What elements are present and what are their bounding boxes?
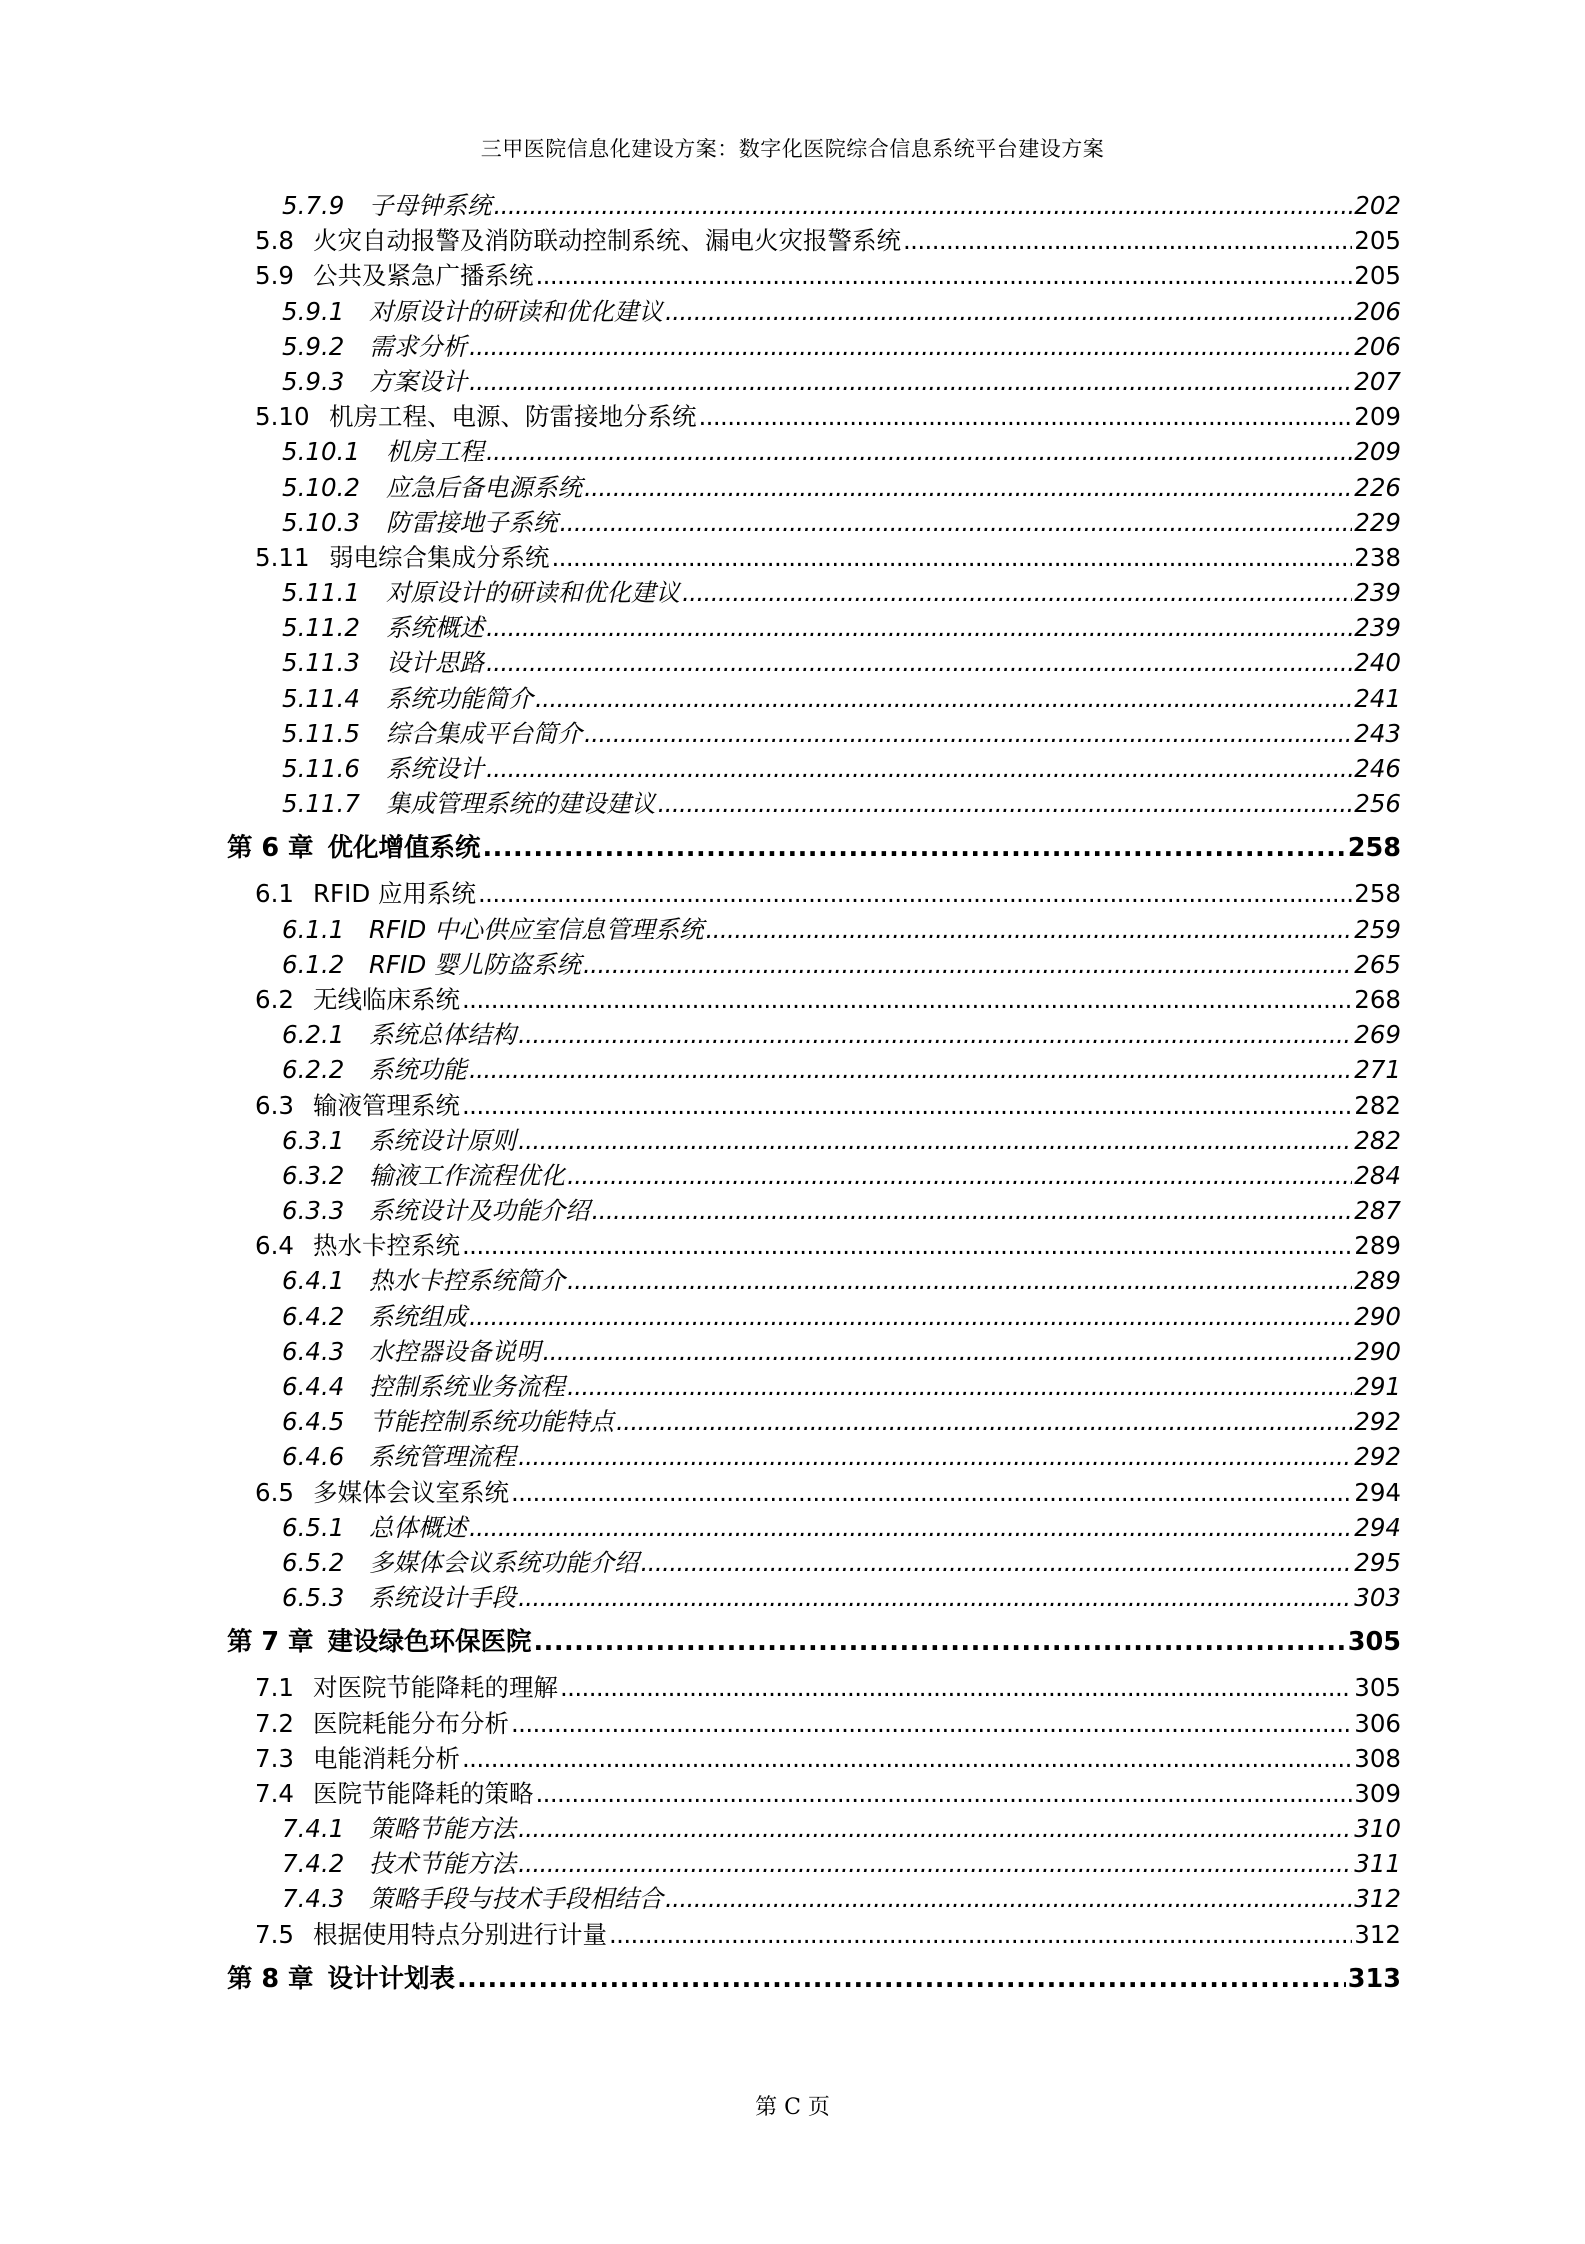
- toc-dot-leader: [511, 1475, 1352, 1510]
- toc-entry[interactable]: [227, 1846, 1401, 1881]
- toc-entry-page-number: 238: [1354, 542, 1401, 572]
- toc-entry-page-number: 205: [1354, 261, 1401, 291]
- toc-entry[interactable]: [227, 1263, 1401, 1298]
- toc-entry-number: 5.11.7: [282, 789, 360, 819]
- toc-dot-leader: [469, 329, 1352, 364]
- toc-dot-leader: [483, 823, 1346, 874]
- toc-dot-leader: [462, 982, 1352, 1017]
- toc-dot-leader: [462, 1741, 1352, 1776]
- toc-entry-page-number: 282: [1354, 1125, 1401, 1155]
- toc-entry[interactable]: [227, 1123, 1401, 1158]
- toc-entry-page-number: 271: [1354, 1055, 1401, 1085]
- toc-entry[interactable]: [227, 1510, 1401, 1545]
- toc-entry-number: 6.3.1: [282, 1125, 345, 1155]
- toc-dot-leader: [609, 1917, 1352, 1952]
- toc-entry-page-number: 292: [1354, 1442, 1401, 1472]
- toc-entry[interactable]: [227, 716, 1401, 751]
- toc-entry[interactable]: [227, 681, 1401, 716]
- toc-dot-leader: [469, 364, 1352, 399]
- toc-entry[interactable]: [227, 1158, 1401, 1193]
- toc-dot-leader: [641, 1545, 1353, 1580]
- toc-entry-number: 5.10.3: [282, 507, 360, 537]
- toc-dot-leader: [592, 1193, 1353, 1228]
- toc-entry[interactable]: [227, 575, 1401, 610]
- toc-entry-title: 应急后备电源系统: [386, 472, 582, 502]
- toc-entry[interactable]: [227, 982, 1401, 1017]
- toc-entry-number: 第 7 章: [227, 1627, 314, 1658]
- toc-entry[interactable]: [227, 645, 1401, 680]
- toc-entry-number: 7.4.3: [282, 1884, 345, 1914]
- toc-entry-page-number: 239: [1354, 578, 1401, 608]
- toc-entry-number: 5.9.3: [282, 366, 345, 396]
- toc-entry-title: 水控器设备说明: [369, 1336, 541, 1366]
- toc-entry[interactable]: [227, 1475, 1401, 1510]
- toc-entry-number: 6.5: [255, 1477, 294, 1507]
- toc-entry[interactable]: [227, 1017, 1401, 1052]
- toc-chapter-entry[interactable]: [227, 1617, 1401, 1668]
- toc-dot-leader: [903, 223, 1352, 258]
- toc-entry-page-number: 240: [1354, 648, 1401, 678]
- toc-entry-page-number: 243: [1354, 718, 1401, 748]
- toc-entry-page-number: 290: [1354, 1301, 1401, 1331]
- toc-dot-leader: [511, 1706, 1352, 1741]
- toc-entry[interactable]: [227, 751, 1401, 786]
- toc-entry-number: 5.11.4: [282, 683, 360, 713]
- toc-entry-page-number: 258: [1347, 833, 1401, 864]
- toc-entry-number: 第 6 章: [227, 833, 314, 864]
- toc-dot-leader: [584, 470, 1352, 505]
- toc-entry[interactable]: [227, 610, 1401, 645]
- toc-entry-page-number: 308: [1354, 1743, 1401, 1773]
- toc-entry-page-number: 287: [1354, 1196, 1401, 1226]
- toc-entry-page-number: 269: [1354, 1020, 1401, 1050]
- toc-entry-number: 5.9.1: [282, 296, 345, 326]
- toc-entry-title: 机房工程、电源、防雷接地分系统: [329, 402, 697, 432]
- toc-entry-title: 系统功能简介: [386, 683, 533, 713]
- toc-dot-leader: [462, 1088, 1352, 1123]
- toc-entry-page-number: 226: [1354, 472, 1401, 502]
- toc-entry-number: 5.10.1: [282, 437, 360, 467]
- toc-dot-leader: [567, 1263, 1352, 1298]
- toc-dot-leader: [616, 1404, 1352, 1439]
- toc-entry[interactable]: [227, 364, 1401, 399]
- toc-dot-leader: [469, 1052, 1352, 1087]
- toc-entry-number: 5.10.2: [282, 472, 360, 502]
- toc-entry-title: 系统设计: [386, 754, 484, 783]
- toc-dot-leader: [536, 1776, 1353, 1811]
- toc-entry-number: 5.8: [255, 226, 294, 256]
- toc-entry-number: 5.11.2: [282, 613, 360, 643]
- toc-dot-leader: [543, 1334, 1353, 1369]
- toc-dot-leader: [469, 1510, 1352, 1545]
- toc-entry-page-number: 289: [1354, 1266, 1401, 1296]
- toc-entry-title: 多媒体会议室系统: [313, 1477, 509, 1507]
- toc-entry[interactable]: [227, 1545, 1401, 1580]
- toc-dot-leader: [552, 540, 1353, 575]
- toc-entry-number: 5.9: [255, 261, 294, 291]
- toc-entry[interactable]: [227, 399, 1401, 434]
- toc-entry-title: 系统总体结构: [369, 1020, 516, 1050]
- toc-entry-number: 6.4.2: [282, 1301, 345, 1331]
- toc-chapter-entry[interactable]: [227, 1954, 1401, 2005]
- toc-entry-title: 设计思路: [386, 648, 484, 678]
- table-of-contents: [227, 188, 1401, 2007]
- toc-entry-page-number: 313: [1347, 1963, 1401, 1994]
- toc-entry-page-number: 241: [1354, 683, 1401, 713]
- toc-entry-page-number: 303: [1354, 1583, 1401, 1613]
- toc-entry-page-number: 310: [1354, 1814, 1401, 1844]
- toc-entry-page-number: 265: [1354, 949, 1401, 979]
- toc-entry-title: 方案设计: [369, 366, 467, 396]
- toc-entry-page-number: 305: [1347, 1627, 1401, 1658]
- toc-entry-title: 系统功能: [369, 1055, 467, 1085]
- page-footer: 第 C 页: [755, 2095, 830, 2120]
- toc-entry-number: 7.5: [255, 1919, 294, 1949]
- toc-entry-title: 医院耗能分布分析: [313, 1708, 509, 1738]
- toc-chapter-entry[interactable]: [227, 823, 1401, 874]
- toc-dot-leader: [699, 399, 1353, 434]
- toc-dot-leader: [518, 1017, 1352, 1052]
- toc-dot-leader: [469, 1299, 1352, 1334]
- toc-entry-number: 6.4.5: [282, 1407, 345, 1437]
- toc-entry-title: 系统设计及功能介绍: [369, 1196, 590, 1226]
- toc-entry-page-number: 311: [1354, 1849, 1401, 1879]
- toc-entry-title: 策略手段与技术手段相结合: [369, 1884, 663, 1914]
- toc-entry-page-number: 206: [1354, 296, 1401, 326]
- page-header: 三甲医院信息化建设方案：数字化医院综合信息系统平台建设方案: [480, 137, 1105, 161]
- toc-entry-number: 6.5.1: [282, 1512, 345, 1542]
- toc-entry-title: 弱电综合集成分系统: [329, 542, 550, 572]
- toc-entry-number: 6.4: [255, 1231, 294, 1261]
- toc-entry-number: 6.1.2: [282, 949, 345, 979]
- toc-entry-title: 控制系统业务流程: [369, 1372, 565, 1401]
- toc-dot-leader: [560, 505, 1353, 540]
- toc-entry-number: 6.5.2: [282, 1547, 345, 1577]
- toc-entry-title: 策略节能方法: [369, 1814, 516, 1844]
- toc-entry-number: 7.4: [255, 1778, 294, 1808]
- toc-dot-leader: [535, 681, 1352, 716]
- toc-entry-page-number: 295: [1354, 1547, 1401, 1577]
- toc-entry-title: 设计计划表: [327, 1963, 456, 1994]
- toc-entry-title: 建设绿色环保医院: [327, 1627, 532, 1658]
- toc-entry-page-number: 294: [1354, 1512, 1401, 1542]
- toc-entry-title: 机房工程: [386, 437, 484, 467]
- toc-dot-leader: [706, 912, 1353, 947]
- toc-dot-leader: [682, 575, 1352, 610]
- toc-dot-leader: [486, 610, 1352, 645]
- toc-entry-page-number: 309: [1354, 1778, 1401, 1808]
- toc-entry-title: 节能控制系统功能特点: [369, 1407, 614, 1437]
- toc-entry-page-number: 268: [1354, 984, 1401, 1014]
- toc-entry-page-number: 205: [1354, 226, 1401, 256]
- toc-dot-leader: [665, 1881, 1352, 1916]
- toc-entry-title: 对医院节能降耗的理解: [313, 1673, 558, 1703]
- toc-entry[interactable]: [227, 1404, 1401, 1439]
- toc-entry-number: 7.1: [255, 1673, 294, 1703]
- toc-entry[interactable]: [227, 258, 1401, 293]
- toc-entry-page-number: 305: [1354, 1673, 1401, 1703]
- toc-entry-title: 技术节能方法: [369, 1849, 516, 1879]
- toc-entry-title: RFID 中心供应室信息管理系统: [369, 914, 704, 944]
- toc-entry[interactable]: [227, 1881, 1401, 1916]
- toc-dot-leader: [518, 1811, 1352, 1846]
- toc-entry[interactable]: [227, 1439, 1401, 1474]
- toc-entry-number: 5.11.3: [282, 648, 360, 678]
- toc-entry[interactable]: [227, 786, 1401, 821]
- toc-dot-leader: [567, 1158, 1352, 1193]
- toc-entry[interactable]: [227, 1776, 1401, 1811]
- toc-entry-title: 子母钟系统: [369, 191, 492, 220]
- toc-entry-title: 对原设计的研读和优化建议: [386, 578, 680, 608]
- toc-entry-page-number: 239: [1354, 613, 1401, 643]
- toc-entry-title: RFID 应用系统: [313, 879, 476, 909]
- toc-entry-title: RFID 婴儿防盗系统: [369, 949, 581, 979]
- toc-entry-number: 6.4.3: [282, 1336, 345, 1366]
- toc-entry-page-number: 292: [1354, 1407, 1401, 1437]
- toc-entry[interactable]: [227, 912, 1401, 947]
- toc-entry-page-number: 206: [1354, 331, 1401, 361]
- toc-entry-number: 5.7.9: [282, 191, 345, 220]
- toc-entry[interactable]: [227, 1088, 1401, 1123]
- toc-entry[interactable]: [227, 1052, 1401, 1087]
- toc-entry-page-number: 290: [1354, 1336, 1401, 1366]
- toc-entry-number: 6.2.2: [282, 1055, 345, 1085]
- toc-dot-leader: [665, 294, 1352, 329]
- toc-entry[interactable]: [227, 1299, 1401, 1334]
- toc-entry-page-number: 246: [1354, 754, 1401, 783]
- toc-dot-leader: [534, 1617, 1346, 1668]
- toc-entry-number: 6.1.1: [282, 914, 345, 944]
- toc-entry-title: 热水卡控系统: [313, 1231, 460, 1261]
- toc-dot-leader: [486, 645, 1352, 680]
- toc-entry-number: 7.4.2: [282, 1849, 345, 1879]
- toc-entry-page-number: 289: [1354, 1231, 1401, 1261]
- toc-entry-title: 根据使用特点分别进行计量: [313, 1919, 607, 1949]
- toc-dot-leader: [584, 716, 1352, 751]
- toc-dot-leader: [494, 188, 1353, 223]
- toc-entry-page-number: 291: [1354, 1372, 1401, 1401]
- toc-entry[interactable]: [227, 1811, 1401, 1846]
- toc-entry[interactable]: [227, 1917, 1401, 1952]
- toc-entry-number: 第 8 章: [227, 1963, 314, 1994]
- toc-entry-number: 5.9.2: [282, 331, 345, 361]
- toc-entry[interactable]: [227, 223, 1401, 258]
- toc-entry[interactable]: [227, 294, 1401, 329]
- toc-entry-title: 火灾自动报警及消防联动控制系统、漏电火灾报警系统: [313, 226, 901, 256]
- toc-entry-number: 6.4.6: [282, 1442, 345, 1472]
- toc-entry[interactable]: [227, 1580, 1401, 1615]
- toc-entry-title: 输液管理系统: [313, 1090, 460, 1120]
- toc-entry[interactable]: [227, 188, 1401, 223]
- toc-entry-page-number: 312: [1354, 1919, 1401, 1949]
- toc-entry-page-number: 312: [1354, 1884, 1401, 1914]
- toc-entry[interactable]: [227, 1334, 1401, 1369]
- toc-entry-page-number: 229: [1354, 507, 1401, 537]
- toc-dot-leader: [518, 1846, 1352, 1881]
- toc-entry-number: 6.2: [255, 984, 294, 1014]
- toc-entry-title: 集成管理系统的建设建议: [386, 789, 656, 819]
- toc-entry[interactable]: [227, 1369, 1401, 1404]
- toc-entry[interactable]: [227, 876, 1401, 911]
- toc-dot-leader: [560, 1670, 1352, 1705]
- toc-entry-title: 优化增值系统: [327, 833, 481, 864]
- toc-entry[interactable]: [227, 1670, 1401, 1705]
- toc-entry-page-number: 209: [1354, 402, 1401, 432]
- toc-entry-number: 6.3.3: [282, 1196, 345, 1226]
- toc-entry-title: 系统设计手段: [369, 1583, 516, 1613]
- toc-entry-title: 系统概述: [386, 613, 484, 643]
- toc-entry-page-number: 284: [1354, 1160, 1401, 1190]
- toc-entry-page-number: 207: [1354, 366, 1401, 396]
- toc-entry-number: 5.11.1: [282, 578, 360, 608]
- toc-entry-page-number: 258: [1354, 879, 1401, 909]
- toc-entry-page-number: 306: [1354, 1708, 1401, 1738]
- toc-entry-page-number: 294: [1354, 1477, 1401, 1507]
- toc-entry-number: 5.11.6: [282, 754, 360, 783]
- toc-entry-title: 综合集成平台简介: [386, 718, 582, 748]
- toc-entry[interactable]: [227, 329, 1401, 364]
- toc-entry-number: 5.10: [255, 402, 310, 432]
- toc-entry-number: 7.3: [255, 1743, 294, 1773]
- toc-dot-leader: [457, 1954, 1346, 2005]
- toc-entry-number: 6.3.2: [282, 1160, 345, 1190]
- toc-dot-leader: [462, 1228, 1352, 1263]
- toc-entry[interactable]: [227, 505, 1401, 540]
- toc-dot-leader: [583, 947, 1352, 982]
- toc-entry-number: 6.4.4: [282, 1372, 345, 1401]
- toc-entry-title: 医院节能降耗的策略: [313, 1778, 534, 1808]
- toc-entry[interactable]: [227, 434, 1401, 469]
- toc-entry[interactable]: [227, 947, 1401, 982]
- toc-entry-title: 系统设计原则: [369, 1125, 516, 1155]
- toc-entry-title: 需求分析: [369, 331, 467, 361]
- toc-entry-number: 7.2: [255, 1708, 294, 1738]
- toc-entry-page-number: 209: [1354, 437, 1401, 467]
- toc-entry-title: 无线临床系统: [313, 984, 460, 1014]
- toc-entry[interactable]: [227, 540, 1401, 575]
- toc-entry[interactable]: [227, 1706, 1401, 1741]
- toc-entry-title: 总体概述: [369, 1512, 467, 1542]
- toc-entry-title: 公共及紧急广播系统: [313, 261, 534, 291]
- toc-entry[interactable]: [227, 1741, 1401, 1776]
- toc-entry-page-number: 259: [1354, 914, 1401, 944]
- toc-dot-leader: [478, 876, 1352, 911]
- toc-entry-number: 6.1: [255, 879, 294, 909]
- toc-entry[interactable]: [227, 470, 1401, 505]
- toc-entry-page-number: 282: [1354, 1090, 1401, 1120]
- toc-dot-leader: [658, 786, 1353, 821]
- toc-entry-number: 6.4.1: [282, 1266, 345, 1296]
- toc-entry-title: 对原设计的研读和优化建议: [369, 296, 663, 326]
- toc-entry-number: 5.11: [255, 542, 310, 572]
- toc-entry-page-number: 256: [1354, 789, 1401, 819]
- toc-dot-leader: [567, 1369, 1352, 1404]
- toc-dot-leader: [518, 1439, 1352, 1474]
- toc-entry-title: 系统组成: [369, 1301, 467, 1331]
- toc-entry[interactable]: [227, 1193, 1401, 1228]
- toc-dot-leader: [486, 434, 1352, 469]
- toc-entry-title: 电能消耗分析: [313, 1743, 460, 1773]
- toc-dot-leader: [518, 1580, 1352, 1615]
- toc-entry[interactable]: [227, 1228, 1401, 1263]
- toc-entry-number: 5.11.5: [282, 718, 360, 748]
- toc-entry-title: 防雷接地子系统: [386, 507, 558, 537]
- toc-entry-number: 7.4.1: [282, 1814, 345, 1844]
- toc-entry-title: 热水卡控系统简介: [369, 1266, 565, 1296]
- toc-entry-title: 多媒体会议系统功能介绍: [369, 1547, 639, 1577]
- toc-entry-number: 6.2.1: [282, 1020, 345, 1050]
- toc-dot-leader: [486, 751, 1352, 786]
- toc-entry-title: 系统管理流程: [369, 1442, 516, 1472]
- toc-entry-number: 6.5.3: [282, 1583, 345, 1613]
- toc-dot-leader: [518, 1123, 1352, 1158]
- toc-entry-number: 6.3: [255, 1090, 294, 1120]
- toc-entry-page-number: 202: [1354, 191, 1401, 220]
- toc-dot-leader: [536, 258, 1353, 293]
- toc-entry-title: 输液工作流程优化: [369, 1160, 565, 1190]
